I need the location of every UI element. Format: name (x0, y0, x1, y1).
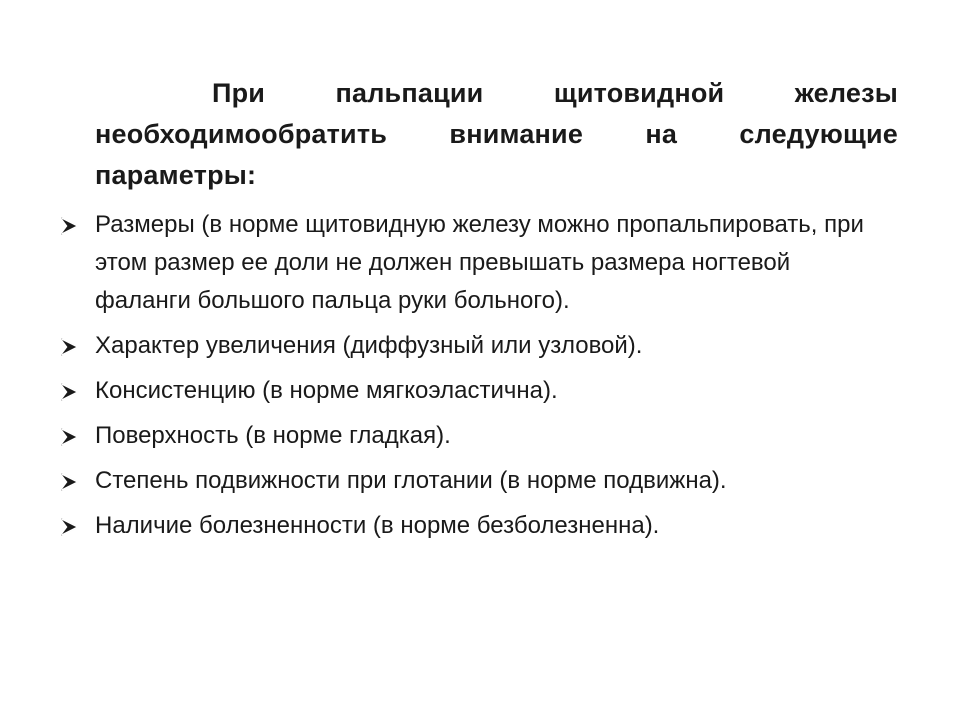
list-item (60, 462, 940, 500)
list-item-text: Размеры (в норме щитовидную железу можно пропальпировать, при этом размер ее доли не должен превышать размера ногтевой фаланги большого пальца руки больного). (95, 211, 864, 314)
list-item (60, 206, 940, 320)
list-item-text: Характер увеличения (диффузный или узловой). (95, 332, 643, 359)
arrowhead-bullet-icon (60, 427, 80, 447)
list-item (60, 327, 940, 365)
list-item (60, 507, 940, 545)
list-item-text: Консистенцию (в норме мягкоэластична). (95, 377, 558, 404)
arrowhead-bullet-icon (60, 472, 80, 492)
arrowhead-bullet-icon (60, 382, 80, 402)
list-item-text: Наличие болезненности (в норме безболезненна). (95, 512, 660, 539)
list-item (60, 417, 940, 455)
list-item-text: Поверхность (в норме гладкая). (95, 422, 451, 449)
arrowhead-bullet-icon (60, 216, 80, 236)
arrowhead-bullet-icon (60, 337, 80, 357)
list-item-text: Степень подвижности при глотании (в норме подвижна). (95, 467, 727, 494)
slide-heading: При пальпации щитовидной железы необходимообратить внимание на следующие параметры: (95, 78, 898, 190)
bullet-list (60, 206, 940, 552)
list-item (60, 372, 940, 410)
arrowhead-bullet-icon (60, 517, 80, 537)
